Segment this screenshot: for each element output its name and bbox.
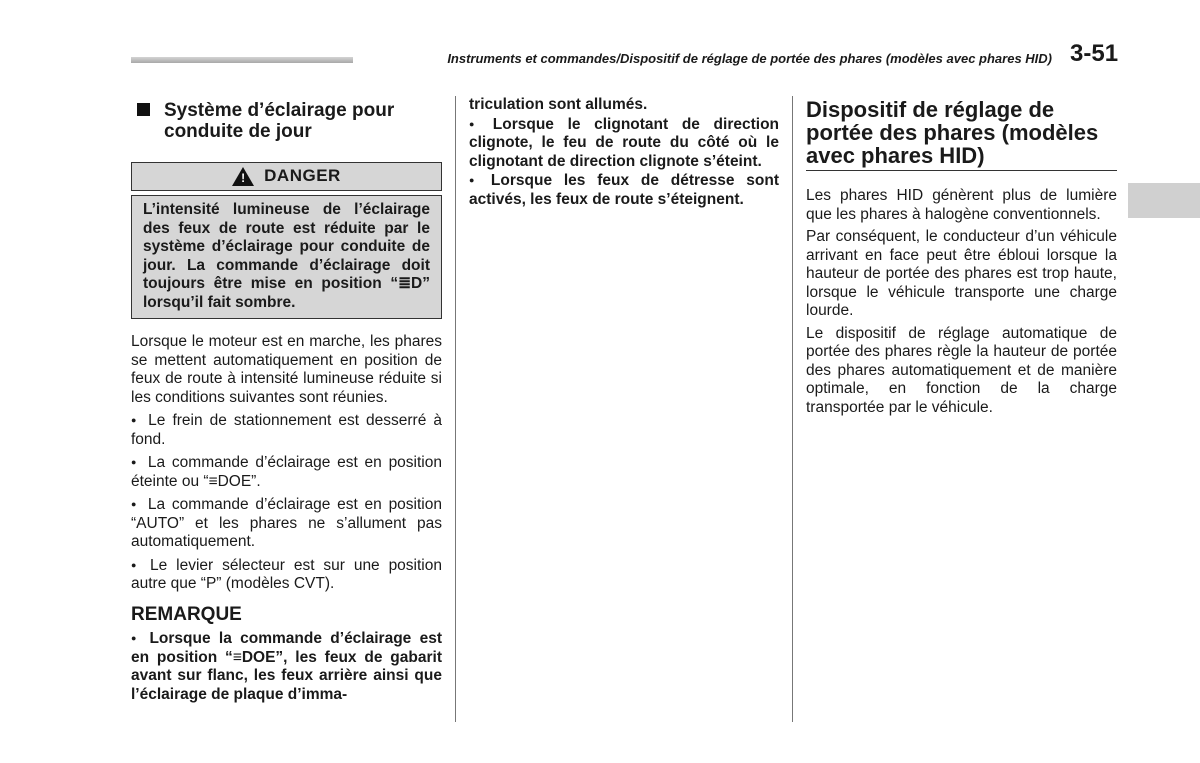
list-item: ● La commande d’éclairage est en position éteinte ou “≡DOE”. bbox=[131, 453, 442, 491]
body-paragraph: Le dispositif de réglage automatique de portée des phares règle la hauteur de portée des phares automatiquement et de manière optimale, en fonction de la charge transportée par le véhicule. bbox=[806, 324, 1117, 416]
continuation-text: triculation sont allumés. bbox=[469, 96, 648, 113]
column-divider bbox=[792, 96, 793, 722]
running-header: Instruments et commandes/Dispositif de réglage de portée des phares (modèles avec phares HID) bbox=[447, 51, 1052, 66]
column-divider bbox=[455, 96, 456, 722]
square-bullet-icon bbox=[137, 103, 150, 116]
header-rule bbox=[131, 57, 353, 63]
section-subheading bbox=[131, 100, 442, 142]
danger-label: DANGER bbox=[264, 166, 341, 186]
body-paragraph: Les phares HID génèrent plus de lumière que les phares à halogène conventionnels. bbox=[806, 187, 1117, 223]
list-item: ● Le frein de stationnement est desserré à fond. bbox=[131, 411, 442, 449]
middle-column bbox=[469, 96, 779, 209]
right-column bbox=[806, 96, 1117, 417]
left-column bbox=[131, 96, 442, 704]
danger-text: L’intensité lumineuse de l’éclairage des feux de route est réduite par le système d’éclairage pour conduite de jour. La commande d’éclairage doit toujours être mise en position “≣D” lorsqu’il fait sombre. bbox=[143, 201, 430, 311]
note-list-item: ● Lorsque les feux de détresse sont activés, les feux de route s’éteignent. bbox=[469, 171, 779, 209]
danger-banner bbox=[131, 162, 442, 191]
intro-paragraph: Lorsque le moteur est en marche, les phares se mettent automatiquement en position de feux de route à intensité lumineuse réduite si les conditions suivantes sont réunies. bbox=[131, 333, 442, 406]
list-item: ● Le levier sélecteur est sur une position autre que “P” (modèles CVT). bbox=[131, 556, 442, 594]
subheading-text: Système d’éclairage pour conduite de jour bbox=[164, 100, 395, 142]
list-item: ● La commande d’éclairage est en position “AUTO” et les phares ne s’allument pas automatiquement. bbox=[131, 495, 442, 552]
note-list-item: ● Lorsque la commande d’éclairage est en position “≡DOE”, les feux de gabarit avant sur flanc, les feux arrière ainsi que l’éclairage de plaque d’imma- bbox=[131, 629, 442, 704]
body-paragraph: Par conséquent, le conducteur d’un véhicule arrivant en face peut être ébloui lorsque la hauteur de portée des phares est trop haute, lorsque le véhicule transporte une charge lourde. bbox=[806, 228, 1117, 319]
warning-triangle-icon: ! bbox=[232, 167, 254, 186]
section-title: Dispositif de réglage de portée des phares (modèles avec phares HID) bbox=[806, 98, 1117, 171]
note-list-item: ● Lorsque le clignotant de direction clignote, le feu de route du côté où le clignotant de direction clignote s’éteint. bbox=[469, 115, 779, 172]
chapter-thumb-tab bbox=[1128, 183, 1200, 218]
page-number: 3-51 bbox=[1070, 40, 1119, 67]
danger-text-box bbox=[131, 195, 442, 319]
note-heading: REMARQUE bbox=[131, 603, 242, 625]
